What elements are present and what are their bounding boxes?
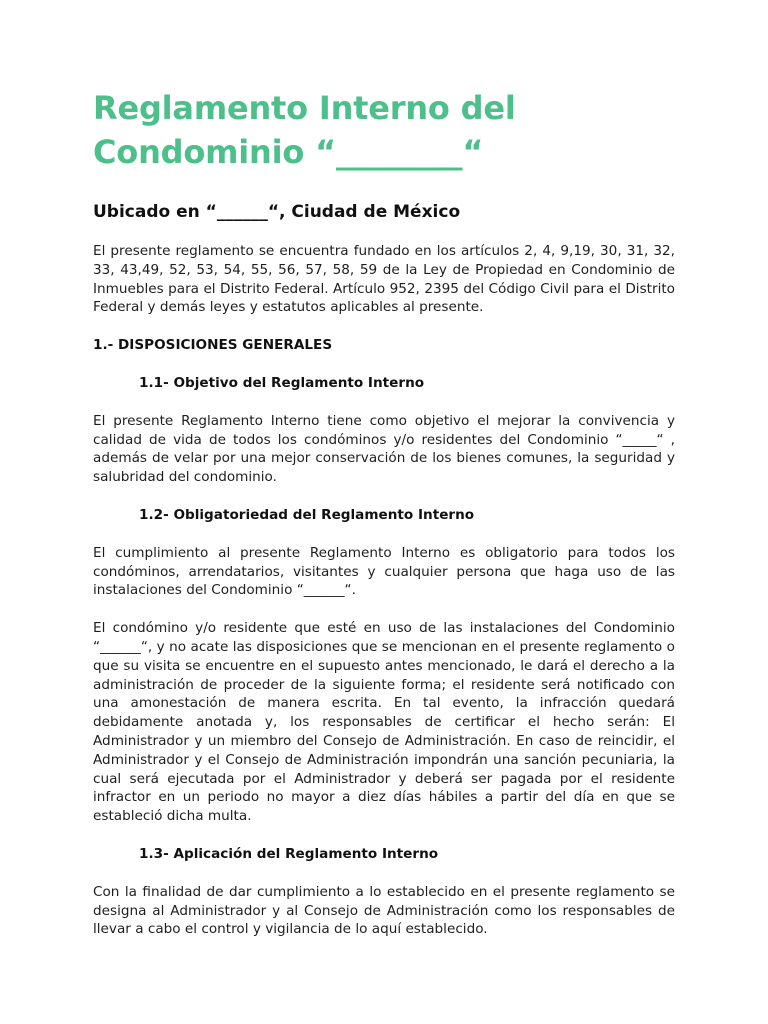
obligatoriedad-paragraph-2: El condómino y/o residente que esté en uso de las instalaciones del Condominio “______“, y no acate las disposiciones que se mencionan en el presente reglamento o que su visita se encuentre en el supuesto antes mencionado, le dará el derecho a la administración de proceder de la siguiente forma; el residente será notificado con una amonestación de manera escrita. En tal evento, la infracción quedará debidamente anotada y, los responsables de certificar el hecho serán: El Administrador y un miembro del Consejo de Administración. En caso de reincidir, el Administrador y el Consejo de Administración impondrán una sanción pecuniaria, la cual será ejecutada por el Administrador y deberá ser pagada por el residente infractor en un periodo no mayor a diez días hábiles a partir del día en que se estableció dicha multa. xyxy=(93,620,675,825)
subsection-heading-obligatoriedad: 1.2- Obligatoriedad del Reglamento Interno xyxy=(139,506,475,523)
objetivo-paragraph: El presente Reglamento Interno tiene como objetivo el mejorar la convivencia y calidad de vida de todos los condóminos y/o residentes del Condominio “_____“ , además de velar por una mejor conservación de los bienes comunes, la seguridad y salubridad del condominio. xyxy=(93,412,675,486)
obligatoriedad-paragraph-1: El cumplimiento al presente Reglamento Interno es obligatorio para todos los condóminos, arrendatarios, visitantes y cualquier persona que haga uso de las instalaciones del Condominio “______“. xyxy=(93,544,675,599)
document-title: Reglamento Interno del Condominio “________“ xyxy=(93,89,516,171)
subsection-heading-aplicacion: 1.3- Aplicación del Reglamento Interno xyxy=(139,845,439,862)
aplicacion-paragraph: Con la finalidad de dar cumplimiento a lo establecido en el presente reglamento se designa al Administrador y al Consejo de Administración como los responsables de llevar a cabo el control y vigilancia de lo aquí establecido. xyxy=(93,883,675,938)
intro-paragraph: El presente reglamento se encuentra fundado en los artículos 2, 4, 9,19, 30, 31, 32, 33, 43,49, 52, 53, 54, 55, 56, 57, 58, 59 de la Ley de Propiedad en Condominio de Inmuebles para el Distrito Federal. Artículo 952, 2395 del Código Civil para el Distrito Federal y demás leyes y estatutos aplicables al presente. xyxy=(93,243,675,316)
subsection-heading-objetivo: 1.1- Objetivo del Reglamento Interno xyxy=(139,374,425,391)
section-heading-disposiciones: 1.- DISPOSICIONES GENERALES xyxy=(93,337,333,354)
document-subtitle: Ubicado en “______“, Ciudad de México xyxy=(93,202,461,222)
